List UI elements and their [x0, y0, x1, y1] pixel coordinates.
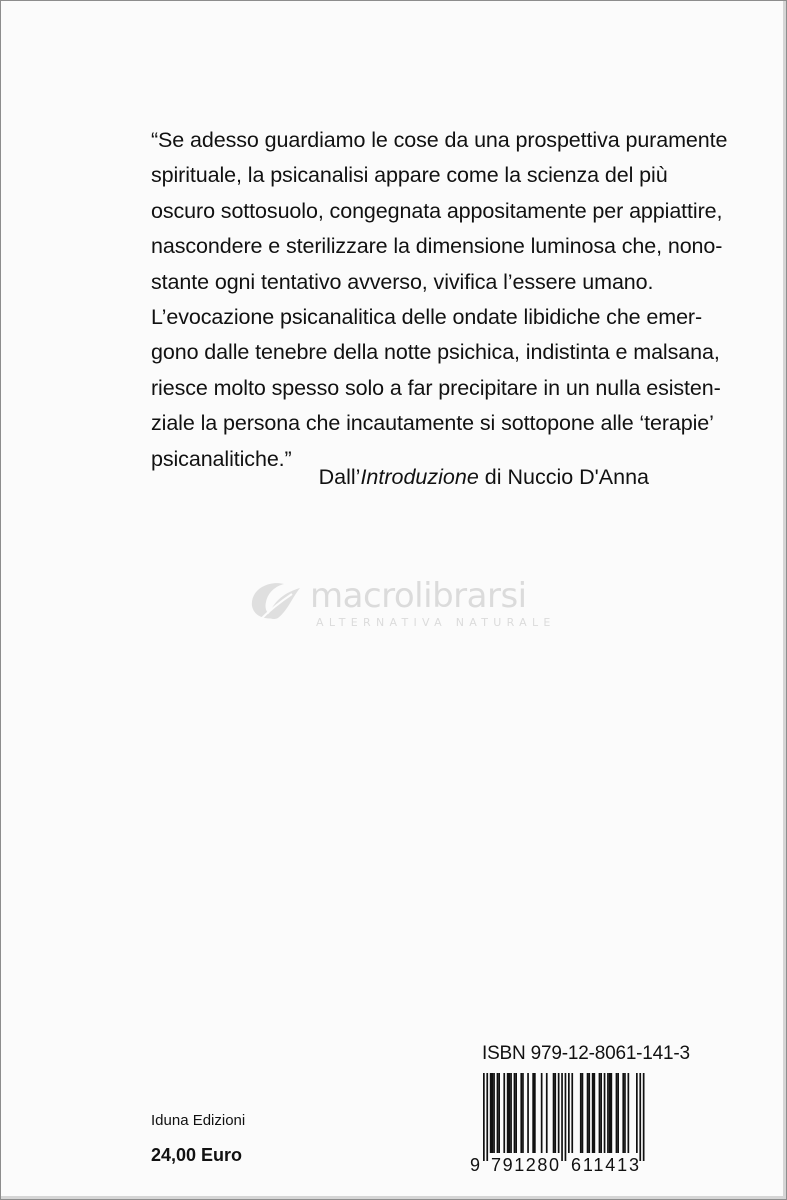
attribution-author: di Nuccio D'Anna	[478, 465, 649, 489]
barcode-bar	[624, 1073, 626, 1153]
barcode-bar	[611, 1073, 613, 1153]
barcode-bar	[617, 1073, 619, 1153]
quote-line: spirituale, la psicanalisi appare come la scienza del più	[151, 163, 668, 188]
barcode-bar	[604, 1073, 606, 1153]
quote-line: “Se adesso guardiamo le cose da una prospettiva puramente	[151, 128, 728, 152]
barcode-bar	[510, 1073, 512, 1153]
barcode-bar	[639, 1073, 641, 1161]
barcode-bar	[503, 1073, 505, 1153]
barcode-bar	[553, 1073, 555, 1153]
quote-line: ziale la persona che incautamente si sottopone alle ‘terapie’	[151, 411, 714, 436]
barcode-bar	[643, 1073, 645, 1161]
barcode-bar	[587, 1073, 589, 1153]
barcode-bar	[616, 1073, 618, 1153]
barcode-bar	[514, 1073, 516, 1153]
leaf-logo-icon	[246, 576, 304, 626]
barcode-bar	[509, 1073, 511, 1153]
barcode-bar	[534, 1073, 536, 1153]
barcode-bar	[600, 1073, 602, 1153]
barcode-bar	[582, 1073, 584, 1153]
barcode-bar	[622, 1073, 624, 1153]
quote-line: oscuro sottosuolo, congegnata appositamente per appiattire,	[151, 198, 723, 223]
attribution-prefix: Dall’	[318, 465, 361, 489]
barcode-bars	[483, 1073, 645, 1161]
barcode-bar	[490, 1073, 492, 1153]
barcode-bar	[636, 1073, 638, 1153]
barcode-bar	[498, 1073, 500, 1153]
barcode-bar	[493, 1073, 495, 1153]
watermark-tagline: ALTERNATIVA NATURALE	[316, 616, 556, 629]
barcode-bar	[607, 1073, 609, 1153]
quote-line: L’evocazione psicanalitica delle ondate libidiche che emer-	[151, 305, 703, 330]
quote-line: riesce molto spesso solo a far precipitare in un nulla esisten-	[151, 375, 721, 400]
barcode-bar	[507, 1073, 509, 1153]
barcode-bar	[592, 1073, 594, 1153]
barcode-bar	[580, 1073, 582, 1153]
watermark-name: macrolibrarsi	[310, 576, 527, 616]
barcode-bar	[522, 1073, 524, 1153]
barcode	[469, 1073, 647, 1175]
price: 24,00 Euro	[151, 1145, 243, 1165]
quote-attribution	[258, 465, 649, 490]
barcode-bar	[492, 1073, 494, 1153]
quote-line: gono dalle tenebre della notte psichica, indistinta e malsana,	[151, 340, 720, 365]
barcode-bar	[565, 1073, 567, 1161]
barcode-bar	[483, 1073, 485, 1161]
barcode-bar	[554, 1073, 556, 1153]
barcode-lead-digit: 9	[470, 1155, 481, 1175]
barcode-bar	[532, 1073, 534, 1153]
barcode-bar	[520, 1073, 522, 1153]
barcode-bar	[571, 1073, 573, 1153]
barcode-bar	[568, 1073, 570, 1153]
barcode-bar	[628, 1073, 630, 1153]
barcode-bar	[515, 1073, 517, 1153]
barcode-left-digits: 791280	[491, 1155, 559, 1175]
attribution-work-title: Introduzione	[360, 465, 479, 489]
barcode-bar	[609, 1073, 611, 1153]
barcode-bar	[546, 1073, 548, 1153]
barcode-bar	[599, 1073, 601, 1153]
barcode-bar	[561, 1073, 563, 1161]
barcode-bar	[541, 1073, 543, 1153]
barcode-bar	[588, 1073, 590, 1153]
isbn-number: ISBN 979-12-8061-141-3	[482, 1043, 690, 1064]
barcode-bar	[497, 1073, 499, 1153]
publisher-name: Iduna Edizioni	[151, 1112, 246, 1129]
watermark	[246, 574, 556, 634]
quote-line: psicanalitiche.”	[151, 446, 292, 471]
quote-line: nascondere e sterilizzare la dimensione luminosa che, nono-	[151, 234, 723, 259]
barcode-bar	[594, 1073, 596, 1153]
barcode-bar	[486, 1073, 488, 1161]
barcode-right-digits: 611413	[571, 1155, 639, 1175]
barcode-bar	[558, 1073, 560, 1153]
barcode-bar	[527, 1073, 529, 1153]
quote-line: stante ogni tentativo avverso, vivifica l’essere umano.	[151, 269, 654, 294]
